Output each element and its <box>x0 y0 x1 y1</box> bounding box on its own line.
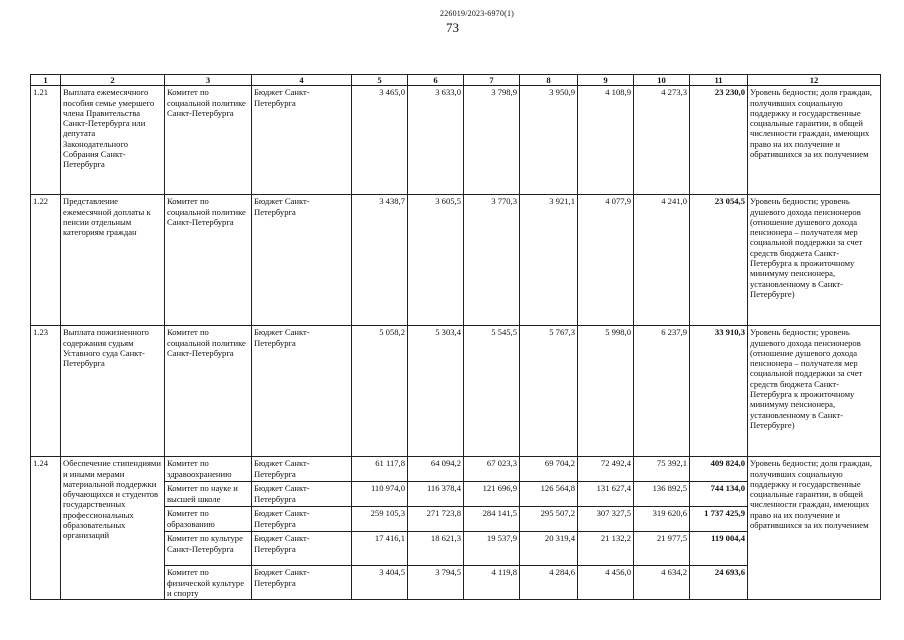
funding-source: Бюджет Санкт-Петербурга <box>252 532 352 566</box>
table-row <box>31 86 881 195</box>
total-value: 23 054,5 <box>690 195 748 326</box>
year-value: 319 620,6 <box>634 507 690 532</box>
year-value: 64 094,2 <box>408 457 464 482</box>
year-value: 18 621,3 <box>408 532 464 566</box>
table-row <box>31 326 881 457</box>
total-value: 24 693,6 <box>690 566 748 600</box>
year-value: 4 241,0 <box>634 195 690 326</box>
year-value: 131 627,4 <box>578 482 634 507</box>
year-value: 72 492,4 <box>578 457 634 482</box>
column-header: 2 <box>61 75 165 86</box>
document-id: 226019/2023-6970(1) <box>440 9 515 18</box>
indicator-text: Уровень бедности; уровень душевого дохода пенсионеров (отношение душевого дохода пенсионера – получателя мер социальной поддержки за счет средств бюджета Санкт-Петербурга к прожиточному минимуму пенсионера, установленному в Санкт-Петербурге) <box>748 326 881 457</box>
measure-name: Обеспечение стипендиями и иными мерами материальной поддержки обучающихся и студентов государственных профессиональных образовательных организаций <box>61 457 165 600</box>
year-value: 4 119,8 <box>464 566 520 600</box>
year-value: 3 770,3 <box>464 195 520 326</box>
funding-source: Бюджет Санкт-Петербурга <box>252 86 352 195</box>
year-value: 5 767,3 <box>520 326 578 457</box>
total-value: 33 910,3 <box>690 326 748 457</box>
year-value: 3 794,5 <box>408 566 464 600</box>
year-value: 116 378,4 <box>408 482 464 507</box>
responsible-agency: Комитет по науке и высшей школе <box>165 482 252 507</box>
column-header: 1 <box>31 75 61 86</box>
year-value: 4 634,2 <box>634 566 690 600</box>
column-header: 11 <box>690 75 748 86</box>
measure-name: Выплата ежемесячного пособия семье умершего члена Правительства Санкт-Петербурга или депутата Законодательного Собрания Санкт-Петербурга <box>61 86 165 195</box>
year-value: 5 303,4 <box>408 326 464 457</box>
year-value: 3 605,5 <box>408 195 464 326</box>
responsible-agency: Комитет по социальной политике Санкт-Петербурга <box>165 86 252 195</box>
year-value: 3 633,0 <box>408 86 464 195</box>
page-number: 73 <box>446 20 459 35</box>
year-value: 3 950,9 <box>520 86 578 195</box>
funding-source: Бюджет Санкт-Петербурга <box>252 566 352 600</box>
year-value: 295 507,2 <box>520 507 578 532</box>
year-value: 3 438,7 <box>352 195 408 326</box>
row-number: 1.21 <box>31 86 61 195</box>
total-value: 119 004,4 <box>690 532 748 566</box>
year-value: 20 319,4 <box>520 532 578 566</box>
responsible-agency: Комитет по физической культуре и спорту <box>165 566 252 600</box>
year-value: 110 974,0 <box>352 482 408 507</box>
column-header: 7 <box>464 75 520 86</box>
responsible-agency: Комитет по культуре Санкт-Петербурга <box>165 532 252 566</box>
column-header: 5 <box>352 75 408 86</box>
year-value: 67 023,3 <box>464 457 520 482</box>
year-value: 3 921,1 <box>520 195 578 326</box>
column-header: 4 <box>252 75 352 86</box>
year-value: 284 141,5 <box>464 507 520 532</box>
funding-source: Бюджет Санкт-Петербурга <box>252 482 352 507</box>
responsible-agency: Комитет по социальной политике Санкт-Петербурга <box>165 326 252 457</box>
responsible-agency: Комитет по социальной политике Санкт-Петербурга <box>165 195 252 326</box>
year-value: 5 545,5 <box>464 326 520 457</box>
year-value: 6 237,9 <box>634 326 690 457</box>
column-header: 3 <box>165 75 252 86</box>
responsible-agency: Комитет по образованию <box>165 507 252 532</box>
year-value: 19 537,9 <box>464 532 520 566</box>
budget-table <box>30 74 881 600</box>
year-value: 3 404,5 <box>352 566 408 600</box>
indicator-text: Уровень бедности; доля граждан, получивших социальную поддержку и государственные социальные гарантии, в общей численности граждан, имеющих право на их получение и обратившихся за их получением <box>748 86 881 195</box>
total-value: 1 737 425,9 <box>690 507 748 532</box>
table-row <box>31 457 881 482</box>
year-value: 21 132,2 <box>578 532 634 566</box>
year-value: 3 465,0 <box>352 86 408 195</box>
year-value: 121 696,9 <box>464 482 520 507</box>
year-value: 4 273,3 <box>634 86 690 195</box>
funding-source: Бюджет Санкт-Петербурга <box>252 195 352 326</box>
year-value: 17 416,1 <box>352 532 408 566</box>
year-value: 3 798,9 <box>464 86 520 195</box>
funding-source: Бюджет Санкт-Петербурга <box>252 457 352 482</box>
year-value: 5 998,0 <box>578 326 634 457</box>
total-value: 23 230,0 <box>690 86 748 195</box>
year-value: 4 284,6 <box>520 566 578 600</box>
year-value: 126 564,8 <box>520 482 578 507</box>
indicator-text: Уровень бедности; доля граждан, получивших социальную поддержку и государственные социальные гарантии, в общей численности граждан, имеющих право на их получение и обратившихся за их получением <box>748 457 881 600</box>
year-value: 61 117,8 <box>352 457 408 482</box>
table-row <box>31 195 881 326</box>
measure-name: Представление ежемесячной доплаты к пенсии отдельным категориям граждан <box>61 195 165 326</box>
funding-source: Бюджет Санкт-Петербурга <box>252 507 352 532</box>
year-value: 271 723,8 <box>408 507 464 532</box>
year-value: 307 327,5 <box>578 507 634 532</box>
column-header: 12 <box>748 75 881 86</box>
row-number: 1.24 <box>31 457 61 600</box>
year-value: 21 977,5 <box>634 532 690 566</box>
indicator-text: Уровень бедности; уровень душевого дохода пенсионеров (отношение душевого дохода пенсионера – получателя мер социальной поддержки за счет средств бюджета Санкт-Петербурга к прожиточному минимуму пенсионера, установленному в Санкт-Петербурге) <box>748 195 881 326</box>
year-value: 5 058,2 <box>352 326 408 457</box>
total-value: 409 824,0 <box>690 457 748 482</box>
year-value: 75 392,1 <box>634 457 690 482</box>
column-header: 9 <box>578 75 634 86</box>
measure-name: Выплата пожизненного содержания судьям Уставного суда Санкт-Петербурга <box>61 326 165 457</box>
column-header: 10 <box>634 75 690 86</box>
year-value: 259 105,3 <box>352 507 408 532</box>
year-value: 4 108,9 <box>578 86 634 195</box>
row-number: 1.23 <box>31 326 61 457</box>
year-value: 4 456,0 <box>578 566 634 600</box>
year-value: 69 704,2 <box>520 457 578 482</box>
funding-source: Бюджет Санкт-Петербурга <box>252 326 352 457</box>
column-header: 8 <box>520 75 578 86</box>
row-number: 1.22 <box>31 195 61 326</box>
year-value: 4 077,9 <box>578 195 634 326</box>
header-row <box>31 75 881 86</box>
total-value: 744 134,0 <box>690 482 748 507</box>
year-value: 136 892,5 <box>634 482 690 507</box>
column-header: 6 <box>408 75 464 86</box>
responsible-agency: Комитет по здравоохранению <box>165 457 252 482</box>
